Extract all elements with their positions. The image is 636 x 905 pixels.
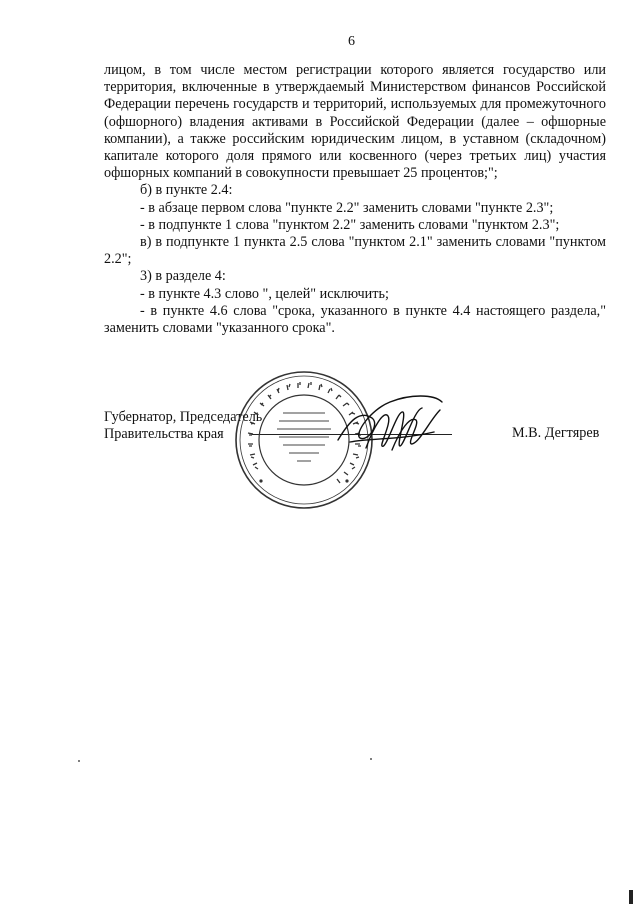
scan-speck: [78, 760, 80, 762]
handwritten-signature: [330, 380, 450, 460]
paragraph-subitem: - в пункте 4.6 слова "срока, указанного в пункте 4.4 настоящего раздела," заменить словами "указанного срока".: [104, 302, 606, 337]
paragraph-subitem: - в пункте 4.3 слово ", целей" исключить;: [140, 285, 389, 302]
signatory-title-line2: Правительства края: [104, 425, 224, 442]
document-body: [104, 62, 606, 337]
edge-mark: [629, 890, 633, 904]
paragraph-continuation: лицом, в том числе местом регистрации которого является государство или территория, включенные в утверждаемый Министерством финансов Российской Федерации перечень государств и территорий, используемых для промежуточного (офшорного) владения активами в Российской Федерации (далее – офшорные компании), а также российским юридическим лицом, в уставном (складочном) капитале которого доля прямого или косвенного (через третьих лиц) участия офшорных компаний в совокупности превышает 25 процентов;";: [104, 62, 606, 182]
signatory-title-line1: Губернатор, Председатель: [104, 409, 263, 425]
signatory-name: М.В. Дегтярев: [512, 425, 600, 441]
paragraph-item-b: б) в пункте 2.4:: [140, 182, 233, 199]
scan-speck: [370, 758, 372, 760]
paragraph-subitem: - в абзаце первом слова "пункте 2.2" заменить словами "пункте 2.3";: [140, 199, 554, 216]
paragraph-item-3: 3) в разделе 4:: [140, 268, 226, 285]
paragraph-subitem: - в подпункте 1 слова "пунктом 2.2" заменить словами "пунктом 2.3";: [140, 216, 560, 233]
paragraph-item-v: в) в подпункте 1 пункта 2.5 слова "пунктом 2.1" заменить словами "пунктом 2.2";: [104, 234, 606, 268]
page-number: 6: [348, 34, 355, 49]
